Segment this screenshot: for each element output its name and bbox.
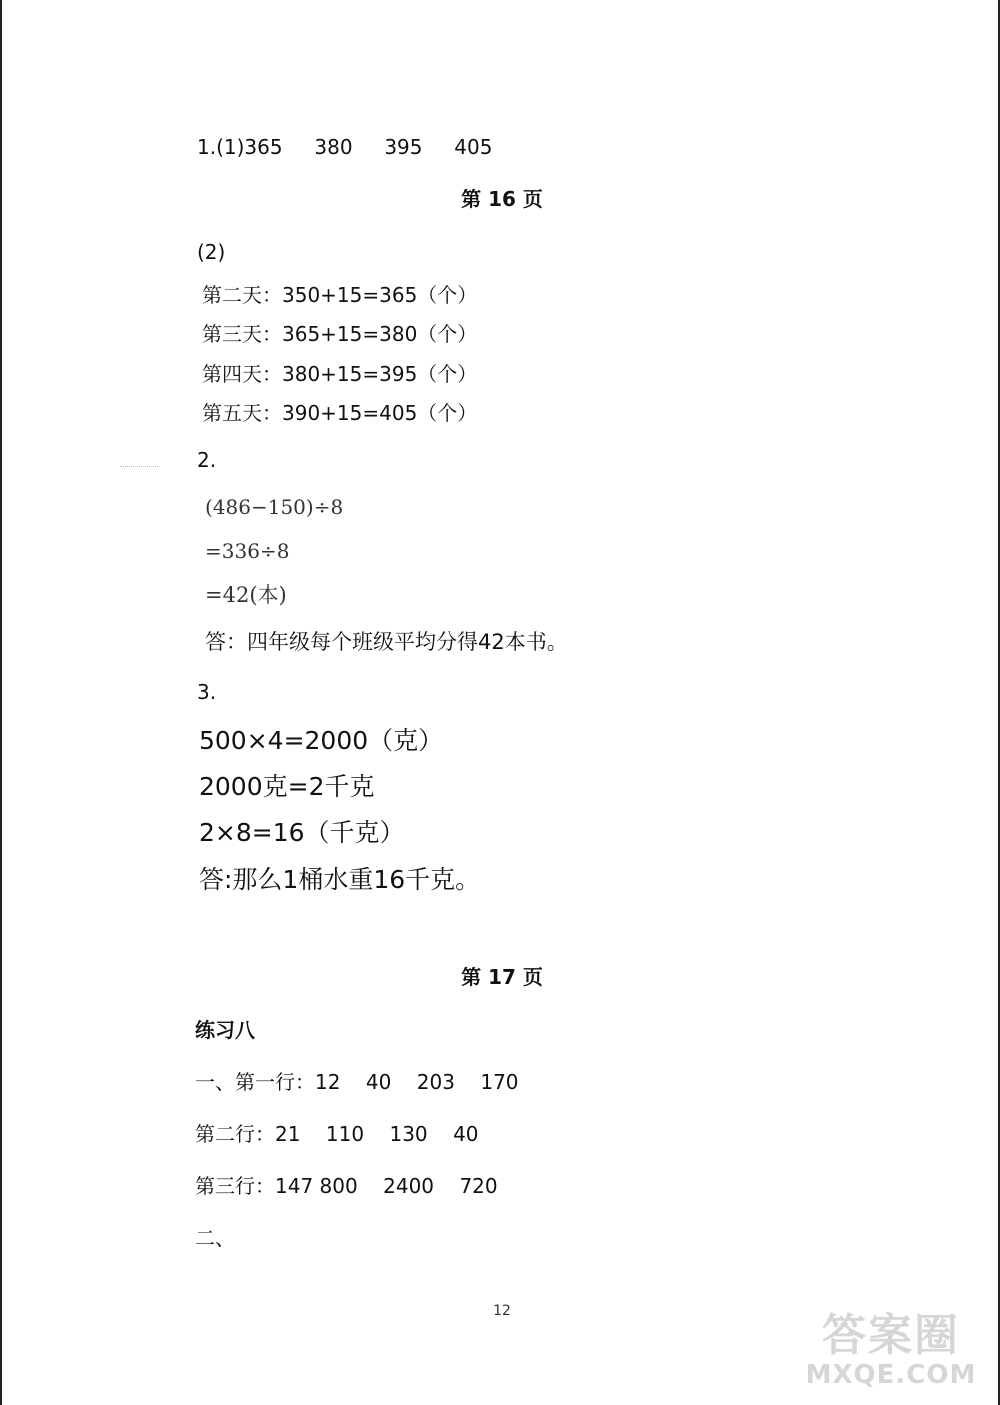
exercise-line: 一、第一行：12 40 203 170 — [195, 1070, 519, 1094]
calc-line: 第五天：390+15=405（个） — [202, 401, 478, 425]
calc-line: 2000克=2千克 — [199, 772, 375, 801]
math-line: (486−150)÷8 — [205, 495, 344, 519]
exercise-line: 第三行：147 800 2400 720 — [195, 1174, 498, 1198]
problem-2-label: 2. — [197, 448, 217, 472]
answer-line: 答:那么1桶水重16千克。 — [199, 865, 481, 894]
watermark-bottom: MXQE.COM — [805, 1360, 977, 1390]
page-number: 12 — [493, 1303, 511, 1319]
exercise-title: 练习八 — [195, 1018, 255, 1042]
calc-line: 500×4=2000（克） — [199, 726, 444, 755]
scan-speck — [120, 466, 160, 471]
exercise-line: 第二行：21 110 130 40 — [195, 1122, 479, 1146]
calc-line: 第二天：350+15=365（个） — [202, 283, 478, 307]
answer-line: 答：四年级每个班级平均分得42本书。 — [205, 630, 568, 654]
watermark-top: 答案圈 — [822, 1310, 960, 1361]
math-line: =42(本) — [205, 583, 287, 607]
watermark-logo — [796, 1312, 986, 1397]
answer-1-1: 1.(1)365 380 395 405 — [197, 135, 493, 159]
calc-line: 2×8=16（千克） — [199, 818, 405, 847]
question-2-label: (2) — [197, 240, 226, 264]
page-heading-17: 第 17 页 — [461, 965, 543, 989]
exercise-line: 二、 — [195, 1226, 235, 1250]
calc-line: 第四天：380+15=395（个） — [202, 362, 478, 386]
page-heading-16: 第 16 页 — [461, 187, 543, 211]
math-line: =336÷8 — [205, 539, 290, 563]
calc-line: 第三天：365+15=380（个） — [202, 322, 478, 346]
problem-3-label: 3. — [197, 680, 217, 704]
